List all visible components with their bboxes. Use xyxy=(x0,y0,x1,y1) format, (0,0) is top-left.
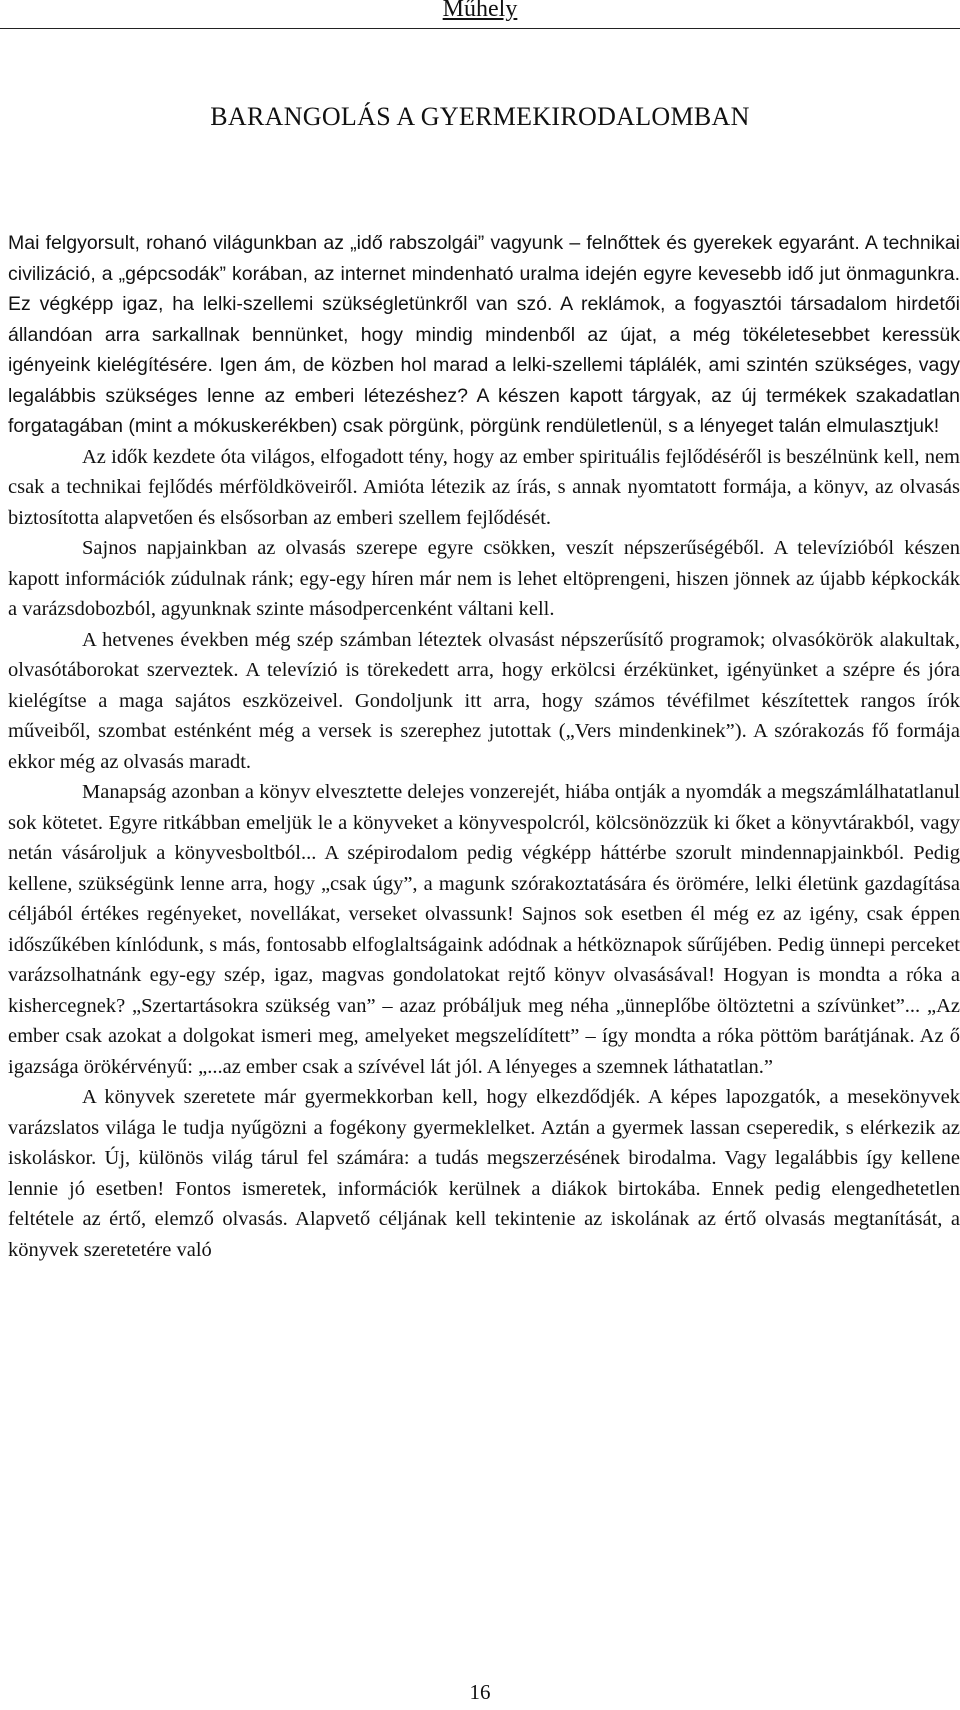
paragraph: Az idők kezdete óta világos, elfogadott tény, hogy az ember spirituális fejlődéséről is beszélnünk kell, nem csak a technikai fejlődés mérföldköveiről. Amióta létezik az írás, s annak nyomtatott formája, a könyv, az olvasás biztosította alapvetően és elsősorban az emberi szellem fejlődését. xyxy=(8,445,960,529)
paragraph: Sajnos napjainkban az olvasás szerepe egyre csökken, veszít népszerűségéből. A televízióból készen kapott információk zúdulnak ránk; egy-egy híren már nem is lehet eltöprengeni, hiszen jönnek az újabb képkockák a varázsdobozból, agyunknak szinte másodpercenként váltani kell. xyxy=(8,537,960,620)
section-label: Műhely xyxy=(442,0,518,22)
running-header xyxy=(0,0,960,32)
paragraph-intro: Mai felgyorsult, rohanó világunkban az „idő rabszolgái” vagyunk – felnőttek és gyerekek egyaránt. A technikai civilizáció, a „gépcsodák” korában, az internet mindenható uralma idején egyre kevesebb idő jut önmagunkra. Ez végképp igaz, ha lelki-szellemi szükségletünkről van szó. A reklámok, a fogyasztói társadalom hirdetői állandóan arra sarkallnak bennünket, hogy mindig mindenből az újat, a még tökéletesebbet keressük igényeink kielégítésére. Igen ám, de közben hol marad a lelki-szellemi táplálék, ami szintén szükséges, vagy legalábbis szükséges lenne az emberi létezéshez? A készen kapott tárgyak, az új termékek szakadatlan forgatagában (mint a mókuskerékben) csak pörgünk, pörgünk rendületlenül, s a lényeget talán elmulasztjuk! xyxy=(8,232,960,437)
page-number: 16 xyxy=(469,1680,491,1704)
paragraph: Manapság azonban a könyv elvesztette delejes vonzerejét, hiába ontják a nyomdák a megszámlálhatatlanul sok kötetet. Egyre ritkábban emeljük le a könyveket a könyvespolcról, kölcsönözzük ki őket a könyvtárakból, vagy netán vásároljuk a könyvesboltból... A szépirodalom pedig végképp háttérbe szorult mindennapjainkból. Pedig kellene, szükségünk lenne arra, hogy „csak úgy”, a magunk szórakoztatására és örömére, lelki életünk gazdagítása céljából értékes regényeket, novellákat, verseket olvassunk! Sajnos sok esetben él még ez az igény, csak éppen időszűkében kínlódunk, s más, fontosabb elfoglaltságaink adódnak a hétköznapok sűrűjében. Pedig ünnepi perceket varázsolhatnánk egy-egy szép, igaz, magvas gondolatokat rejtő könyv olvasásával! Hogyan is mondta a róka a kishercegnek? „Szertartásokra szükség van” – azaz próbáljuk meg néha „ünneplőbe öltöztetni a szívünket”... „Az ember csak azokat a dolgokat ismeri meg, amelyeket megszelídített” – így mondta a róka pöttöm barátjának. Az ő igazsága örökérvényű: „...az ember csak a szívével lát jól. A lényeges a szemnek láthatatlan.” xyxy=(8,781,960,1078)
paragraph: A hetvenes években még szép számban léteztek olvasást népszerűsítő programok; olvasókörök alakultak, olvasótáborokat szerveztek. A televízió is törekedett arra, hogy erkölcsi érzékünket, igényünket a szépre és jóra kielégítse a maga sajátos eszközeivel. Gondoljunk itt arra, hogy számos tévéfilmet készítettek rangos írók műveiből, szombat esténként még a versek is szerephez jutottak („Vers mindenkinek”). A szórakozás fő formája ekkor még az olvasás maradt. xyxy=(8,628,960,773)
article-title: BARANGOLÁS A GYERMEKIRODALOMBAN xyxy=(210,102,750,131)
article-body xyxy=(8,228,960,1265)
header-divider xyxy=(0,28,960,29)
paragraph: A könyvek szeretete már gyermekkorban kell, hogy elkezdődjék. A képes lapozgatók, a mesekönyvek varázslatos világa le tudja nyűgözni a fogékony gyermeklelket. Aztán a gyermek lassan cseperedik, s elérkezik az iskoláskor. Új, különös világ tárul fel számára: a tudás megszerzésének birodalma. Vagy legalábbis így kellene lennie jó esetben! Fontos ismeretek, információk kerülnek a diákok birtokába. Ennek pedig elengedhetetlen feltétele az értő, elemző olvasás. Alapvető céljának kell tekintenie az iskolának az értő olvasás megtanítását, a könyvek szeretetére való xyxy=(8,1086,960,1261)
